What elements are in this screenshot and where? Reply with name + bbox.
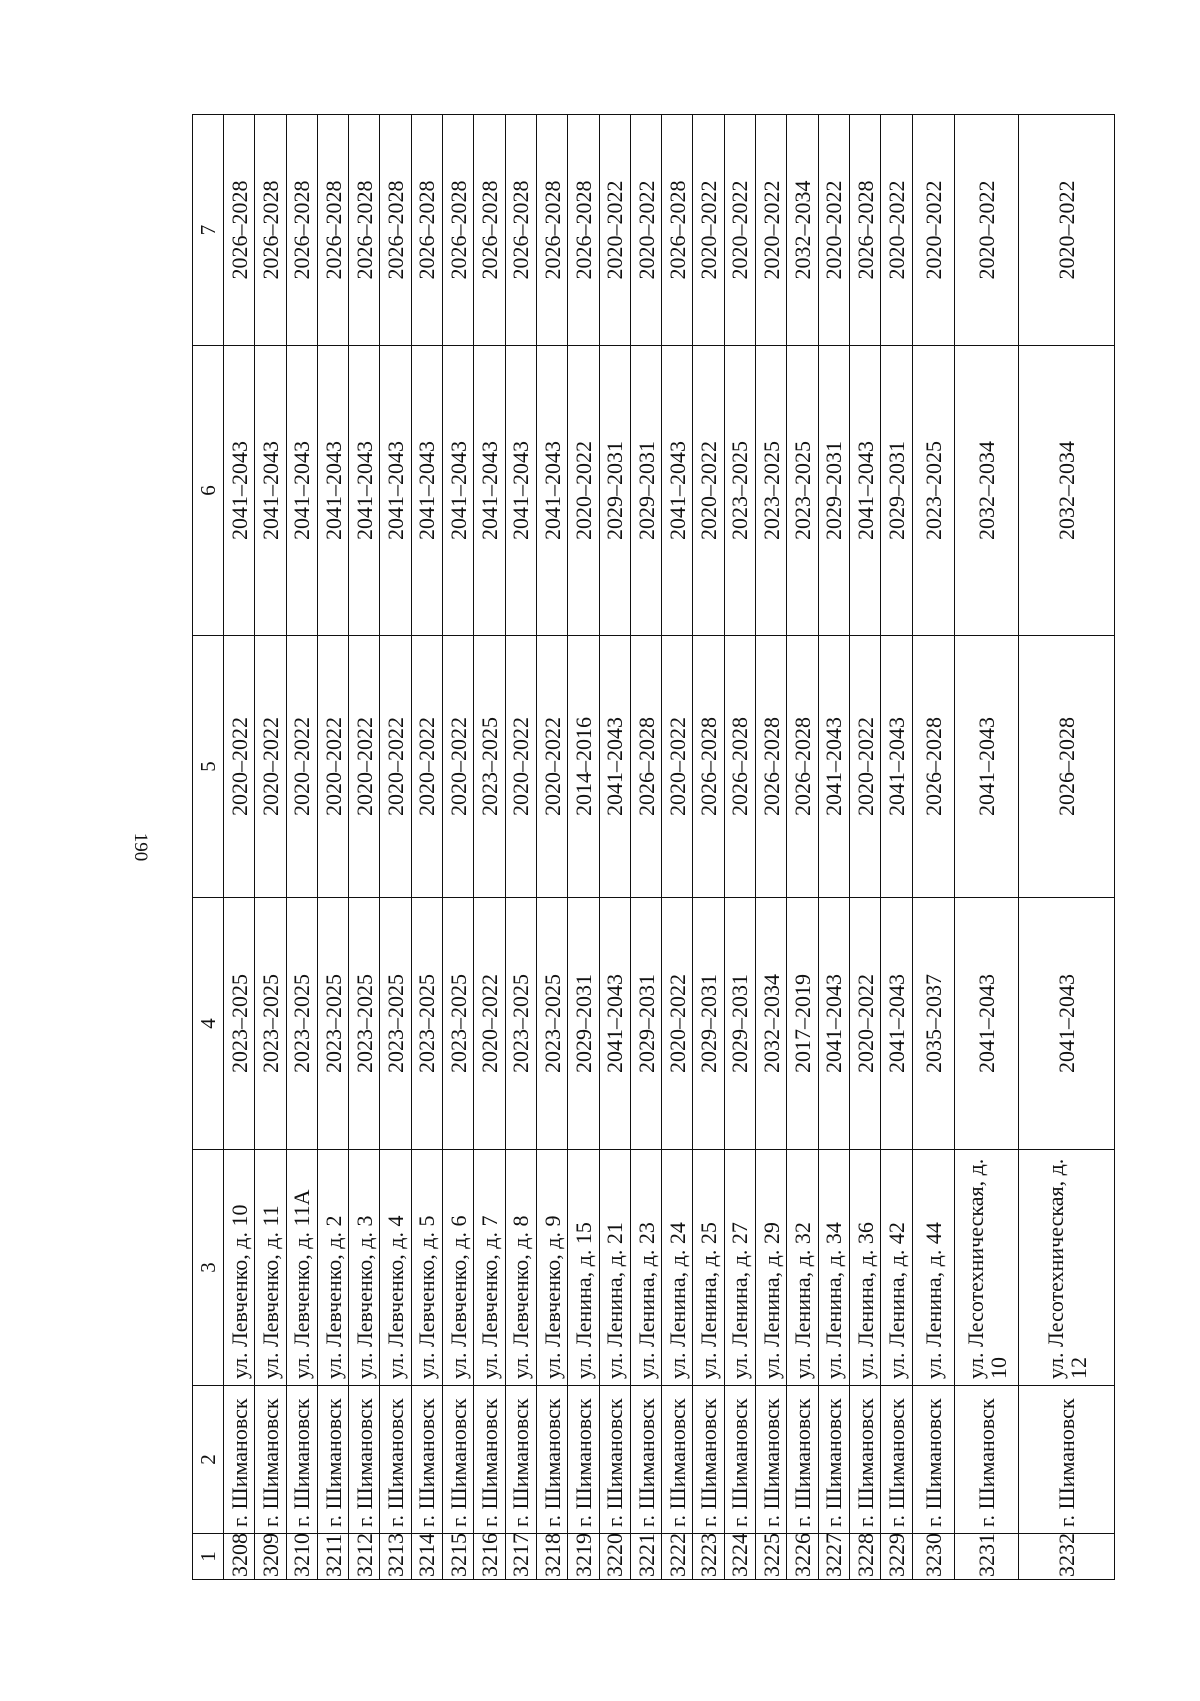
period-col-6: 2041–2043 xyxy=(349,346,380,636)
period-col-4: 2023–2025 xyxy=(255,898,286,1150)
city-cell: г. Шимановск xyxy=(912,1386,955,1534)
period-col-5: 2041–2043 xyxy=(955,636,1019,898)
period-col-6: 2032–2034 xyxy=(1019,346,1115,636)
period-col-7: 2020–2022 xyxy=(693,115,724,346)
period-col-7: 2026–2028 xyxy=(443,115,474,346)
table-row xyxy=(474,115,505,1580)
row-number: 3221 xyxy=(630,1534,661,1580)
period-col-7: 2020–2022 xyxy=(630,115,661,346)
table-row xyxy=(912,115,955,1580)
period-col-4: 2023–2025 xyxy=(224,898,255,1150)
row-number: 3217 xyxy=(505,1534,536,1580)
row-number: 3211 xyxy=(317,1534,348,1580)
address-cell: ул. Лесотехническая, д. 10 xyxy=(955,1150,1019,1386)
address-cell: ул. Ленина, д. 24 xyxy=(662,1150,693,1386)
row-number: 3213 xyxy=(380,1534,411,1580)
period-col-6: 2041–2043 xyxy=(849,346,880,636)
table-row xyxy=(255,115,286,1580)
address-cell: ул. Левченко, д. 6 xyxy=(443,1150,474,1386)
table-row xyxy=(955,115,1019,1580)
city-cell: г. Шимановск xyxy=(662,1386,693,1534)
row-number: 3220 xyxy=(599,1534,630,1580)
period-col-6: 2029–2031 xyxy=(630,346,661,636)
period-col-6: 2032–2034 xyxy=(955,346,1019,636)
period-col-4: 2035–2037 xyxy=(912,898,955,1150)
period-col-4: 2041–2043 xyxy=(599,898,630,1150)
period-col-6: 2029–2031 xyxy=(818,346,849,636)
period-col-6: 2029–2031 xyxy=(599,346,630,636)
address-cell: ул. Лесотехническая, д. 12 xyxy=(1019,1150,1115,1386)
period-col-5: 2026–2028 xyxy=(787,636,818,898)
row-number: 3209 xyxy=(255,1534,286,1580)
period-col-7: 2026–2028 xyxy=(380,115,411,346)
table-row xyxy=(505,115,536,1580)
row-number: 3232 xyxy=(1019,1534,1115,1580)
row-number: 3223 xyxy=(693,1534,724,1580)
city-cell: г. Шимановск xyxy=(787,1386,818,1534)
table-row xyxy=(286,115,317,1580)
address-cell: ул. Ленина, д. 32 xyxy=(787,1150,818,1386)
header-col-7: 7 xyxy=(193,115,224,346)
table-row xyxy=(568,115,599,1580)
address-cell: ул. Левченко, д. 10 xyxy=(224,1150,255,1386)
address-cell: ул. Левченко, д. 4 xyxy=(380,1150,411,1386)
period-col-5: 2041–2043 xyxy=(599,636,630,898)
period-col-6: 2041–2043 xyxy=(380,346,411,636)
period-col-6: 2041–2043 xyxy=(505,346,536,636)
address-cell: ул. Ленина, д. 15 xyxy=(568,1150,599,1386)
period-col-5: 2020–2022 xyxy=(849,636,880,898)
table-row xyxy=(818,115,849,1580)
period-col-7: 2020–2022 xyxy=(1019,115,1115,346)
period-col-5: 2020–2022 xyxy=(411,636,442,898)
period-col-4: 2029–2031 xyxy=(568,898,599,1150)
period-col-7: 2026–2028 xyxy=(505,115,536,346)
table-row xyxy=(787,115,818,1580)
period-col-4: 2041–2043 xyxy=(1019,898,1115,1150)
table-row xyxy=(881,115,912,1580)
address-cell: ул. Ленина, д. 21 xyxy=(599,1150,630,1386)
period-col-4: 2023–2025 xyxy=(536,898,567,1150)
period-col-6: 2023–2025 xyxy=(724,346,755,636)
period-col-6: 2041–2043 xyxy=(255,346,286,636)
period-col-4: 2029–2031 xyxy=(724,898,755,1150)
row-number: 3227 xyxy=(818,1534,849,1580)
header-row xyxy=(193,115,224,1580)
period-col-5: 2020–2022 xyxy=(286,636,317,898)
period-col-5: 2020–2022 xyxy=(443,636,474,898)
period-col-5: 2026–2028 xyxy=(693,636,724,898)
table-row xyxy=(693,115,724,1580)
city-cell: г. Шимановск xyxy=(286,1386,317,1534)
city-cell: г. Шимановск xyxy=(849,1386,880,1534)
period-col-6: 2041–2043 xyxy=(474,346,505,636)
table-row xyxy=(599,115,630,1580)
period-col-5: 2020–2022 xyxy=(317,636,348,898)
period-col-7: 2026–2028 xyxy=(662,115,693,346)
period-col-6: 2041–2043 xyxy=(411,346,442,636)
table-row xyxy=(411,115,442,1580)
row-number: 3226 xyxy=(787,1534,818,1580)
header-col-6: 6 xyxy=(193,346,224,636)
city-cell: г. Шимановск xyxy=(411,1386,442,1534)
period-col-6: 2041–2043 xyxy=(317,346,348,636)
address-cell: ул. Ленина, д. 34 xyxy=(818,1150,849,1386)
period-col-6: 2041–2043 xyxy=(224,346,255,636)
period-col-7: 2020–2022 xyxy=(881,115,912,346)
city-cell: г. Шимановск xyxy=(955,1386,1019,1534)
city-cell: г. Шимановск xyxy=(474,1386,505,1534)
period-col-6: 2041–2043 xyxy=(536,346,567,636)
period-col-6: 2020–2022 xyxy=(693,346,724,636)
row-number: 3229 xyxy=(881,1534,912,1580)
city-cell: г. Шимановск xyxy=(317,1386,348,1534)
table-row xyxy=(443,115,474,1580)
row-number: 3228 xyxy=(849,1534,880,1580)
period-col-7: 2026–2028 xyxy=(474,115,505,346)
row-number: 3212 xyxy=(349,1534,380,1580)
period-col-5: 2026–2028 xyxy=(724,636,755,898)
address-cell: ул. Ленина, д. 27 xyxy=(724,1150,755,1386)
address-cell: ул. Ленина, д. 25 xyxy=(693,1150,724,1386)
period-col-6: 2020–2022 xyxy=(568,346,599,636)
address-cell: ул. Ленина, д. 36 xyxy=(849,1150,880,1386)
table-row xyxy=(349,115,380,1580)
period-col-4: 2020–2022 xyxy=(474,898,505,1150)
address-cell: ул. Левченко, д. 11 xyxy=(255,1150,286,1386)
period-col-4: 2023–2025 xyxy=(349,898,380,1150)
period-col-5: 2020–2022 xyxy=(224,636,255,898)
period-col-5: 2023–2025 xyxy=(474,636,505,898)
table-row xyxy=(630,115,661,1580)
header-col-5: 5 xyxy=(193,636,224,898)
period-col-5: 2026–2028 xyxy=(756,636,787,898)
period-col-7: 2020–2022 xyxy=(912,115,955,346)
period-col-6: 2023–2025 xyxy=(912,346,955,636)
period-col-7: 2020–2022 xyxy=(724,115,755,346)
header-col-2: 2 xyxy=(193,1386,224,1534)
period-col-6: 2023–2025 xyxy=(756,346,787,636)
row-number: 3224 xyxy=(724,1534,755,1580)
period-col-4: 2032–2034 xyxy=(756,898,787,1150)
period-col-7: 2026–2028 xyxy=(536,115,567,346)
period-col-4: 2041–2043 xyxy=(955,898,1019,1150)
period-col-6: 2041–2043 xyxy=(662,346,693,636)
period-col-5: 2014–2016 xyxy=(568,636,599,898)
period-col-4: 2023–2025 xyxy=(380,898,411,1150)
city-cell: г. Шимановск xyxy=(756,1386,787,1534)
address-cell: ул. Ленина, д. 42 xyxy=(881,1150,912,1386)
header-col-3: 3 xyxy=(193,1150,224,1386)
city-cell: г. Шимановск xyxy=(568,1386,599,1534)
period-col-5: 2041–2043 xyxy=(818,636,849,898)
city-cell: г. Шимановск xyxy=(881,1386,912,1534)
period-col-7: 2026–2028 xyxy=(224,115,255,346)
period-col-4: 2023–2025 xyxy=(411,898,442,1150)
table-row xyxy=(724,115,755,1580)
period-col-7: 2026–2028 xyxy=(286,115,317,346)
city-cell: г. Шимановск xyxy=(630,1386,661,1534)
period-col-4: 2020–2022 xyxy=(849,898,880,1150)
city-cell: г. Шимановск xyxy=(505,1386,536,1534)
address-cell: ул. Левченко, д. 3 xyxy=(349,1150,380,1386)
period-col-5: 2020–2022 xyxy=(662,636,693,898)
address-cell: ул. Ленина, д. 29 xyxy=(756,1150,787,1386)
period-col-7: 2026–2028 xyxy=(849,115,880,346)
period-col-6: 2041–2043 xyxy=(443,346,474,636)
period-col-7: 2020–2022 xyxy=(599,115,630,346)
period-col-4: 2020–2022 xyxy=(662,898,693,1150)
period-col-4: 2023–2025 xyxy=(317,898,348,1150)
table-row xyxy=(317,115,348,1580)
address-cell: ул. Левченко, д. 5 xyxy=(411,1150,442,1386)
period-col-7: 2026–2028 xyxy=(568,115,599,346)
row-number: 3231 xyxy=(955,1534,1019,1580)
city-cell: г. Шимановск xyxy=(599,1386,630,1534)
schedule-table xyxy=(192,114,1115,1580)
period-col-7: 2026–2028 xyxy=(317,115,348,346)
header-col-1: 1 xyxy=(193,1534,224,1580)
address-cell: ул. Левченко, д. 9 xyxy=(536,1150,567,1386)
period-col-6: 2029–2031 xyxy=(881,346,912,636)
table-row xyxy=(224,115,255,1580)
row-number: 3210 xyxy=(286,1534,317,1580)
row-number: 3230 xyxy=(912,1534,955,1580)
table-row xyxy=(662,115,693,1580)
table-row xyxy=(1019,115,1115,1580)
period-col-4: 2029–2031 xyxy=(630,898,661,1150)
city-cell: г. Шимановск xyxy=(818,1386,849,1534)
address-cell: ул. Левченко, д. 7 xyxy=(474,1150,505,1386)
header-col-4: 4 xyxy=(193,898,224,1150)
address-cell: ул. Ленина, д. 44 xyxy=(912,1150,955,1386)
period-col-5: 2020–2022 xyxy=(349,636,380,898)
period-col-7: 2026–2028 xyxy=(255,115,286,346)
period-col-4: 2023–2025 xyxy=(286,898,317,1150)
period-col-6: 2041–2043 xyxy=(286,346,317,636)
table-row xyxy=(849,115,880,1580)
table-row xyxy=(380,115,411,1580)
period-col-7: 2020–2022 xyxy=(756,115,787,346)
address-cell: ул. Левченко, д. 8 xyxy=(505,1150,536,1386)
period-col-7: 2026–2028 xyxy=(411,115,442,346)
city-cell: г. Шимановск xyxy=(349,1386,380,1534)
city-cell: г. Шимановск xyxy=(224,1386,255,1534)
city-cell: г. Шимановск xyxy=(536,1386,567,1534)
row-number: 3208 xyxy=(224,1534,255,1580)
period-col-6: 2023–2025 xyxy=(787,346,818,636)
period-col-4: 2029–2031 xyxy=(693,898,724,1150)
period-col-4: 2017–2019 xyxy=(787,898,818,1150)
address-cell: ул. Левченко, д. 11А xyxy=(286,1150,317,1386)
city-cell: г. Шимановск xyxy=(380,1386,411,1534)
period-col-5: 2020–2022 xyxy=(255,636,286,898)
city-cell: г. Шимановск xyxy=(693,1386,724,1534)
row-number: 3219 xyxy=(568,1534,599,1580)
period-col-4: 2041–2043 xyxy=(818,898,849,1150)
period-col-5: 2026–2028 xyxy=(1019,636,1115,898)
period-col-5: 2041–2043 xyxy=(881,636,912,898)
schedule-table-rotated xyxy=(192,115,1115,1580)
address-cell: ул. Ленина, д. 23 xyxy=(630,1150,661,1386)
row-number: 3218 xyxy=(536,1534,567,1580)
address-cell: ул. Левченко, д. 2 xyxy=(317,1150,348,1386)
city-cell: г. Шимановск xyxy=(443,1386,474,1534)
period-col-7: 2032–2034 xyxy=(787,115,818,346)
period-col-4: 2023–2025 xyxy=(443,898,474,1150)
city-cell: г. Шимановск xyxy=(1019,1386,1115,1534)
row-number: 3225 xyxy=(756,1534,787,1580)
city-cell: г. Шимановск xyxy=(255,1386,286,1534)
period-col-4: 2041–2043 xyxy=(881,898,912,1150)
period-col-5: 2026–2028 xyxy=(912,636,955,898)
row-number: 3216 xyxy=(474,1534,505,1580)
period-col-7: 2020–2022 xyxy=(818,115,849,346)
period-col-7: 2020–2022 xyxy=(955,115,1019,346)
period-col-5: 2026–2028 xyxy=(630,636,661,898)
row-number: 3215 xyxy=(443,1534,474,1580)
period-col-5: 2020–2022 xyxy=(536,636,567,898)
period-col-7: 2026–2028 xyxy=(349,115,380,346)
row-number: 3214 xyxy=(411,1534,442,1580)
city-cell: г. Шимановск xyxy=(724,1386,755,1534)
period-col-5: 2020–2022 xyxy=(505,636,536,898)
period-col-5: 2020–2022 xyxy=(380,636,411,898)
table-row xyxy=(536,115,567,1580)
page-number: 190 xyxy=(130,832,151,862)
row-number: 3222 xyxy=(662,1534,693,1580)
period-col-4: 2023–2025 xyxy=(505,898,536,1150)
table-row xyxy=(756,115,787,1580)
